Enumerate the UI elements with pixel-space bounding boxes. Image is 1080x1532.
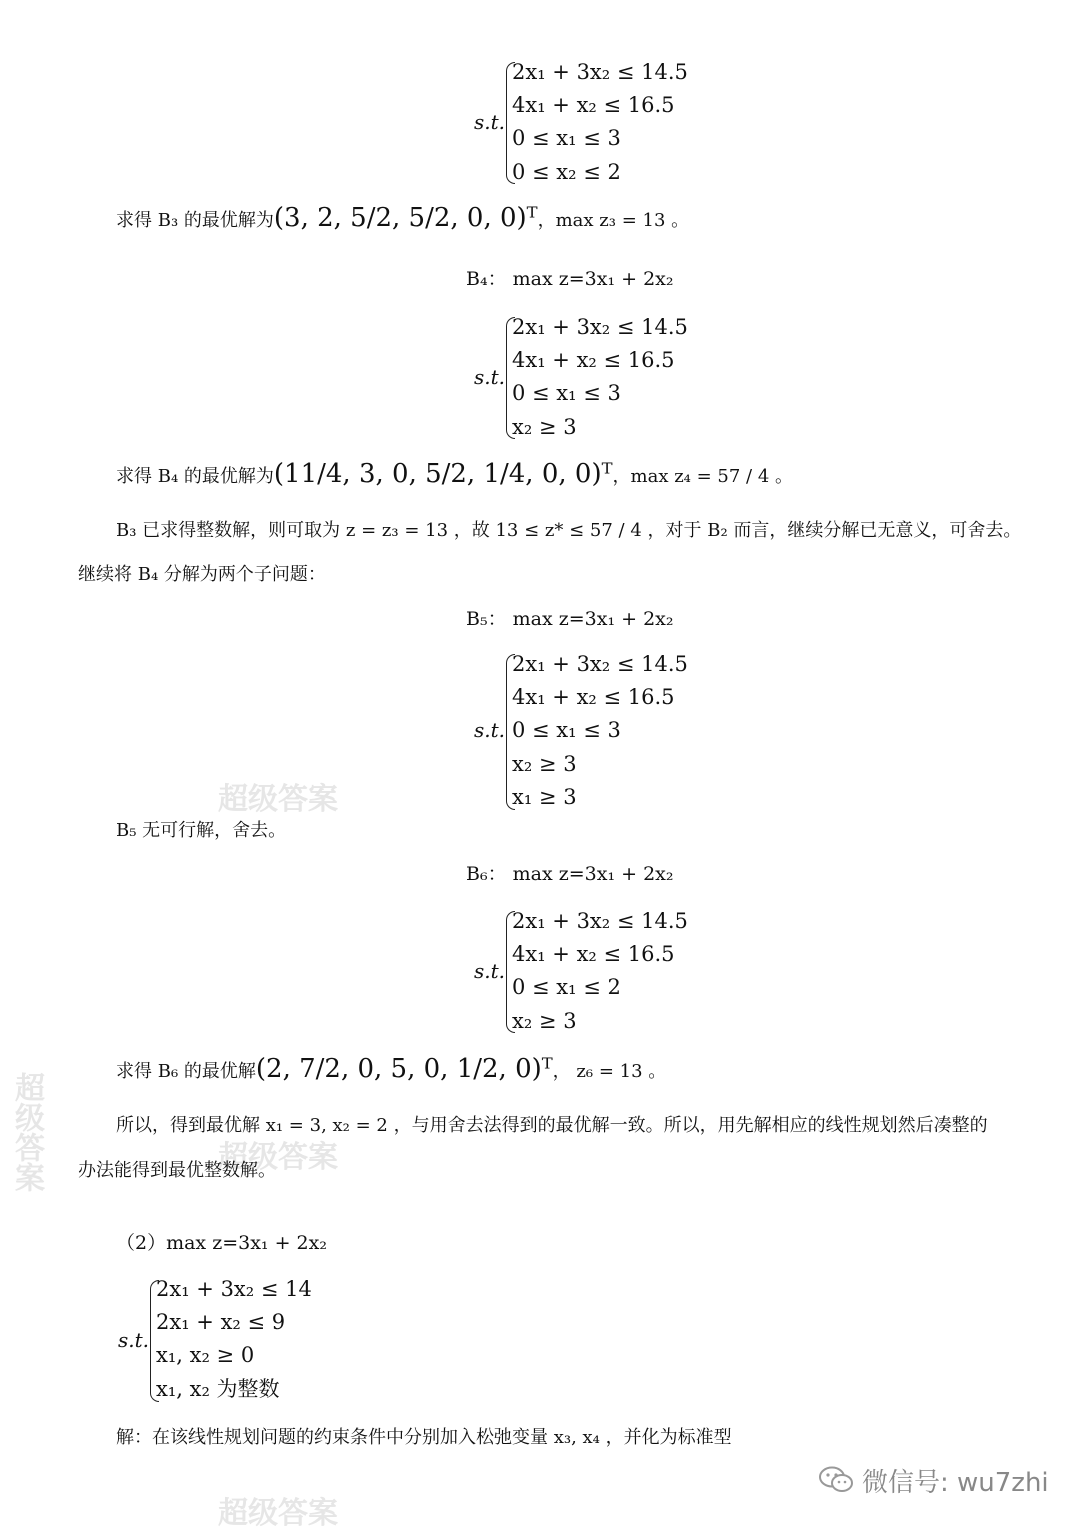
st-label: s.t. [474, 959, 506, 983]
b4-objective: B₄： max z=3x₁ + 2x₂ [466, 268, 674, 290]
paragraph-conclusion-line1: 所以，得到最优解 x₁ = 3, x₂ = 2 ，与用舍去法得到的最优解一致。所以，用先解相应的线性规划然后凑整的 [116, 1115, 988, 1136]
b4-result-pre: 求得 B₄ 的最优解为 [116, 466, 274, 487]
constraint-row: 2x₁ + 3x₂ ≤ 14.5 [512, 60, 688, 84]
part2-objective: （2）max z=3x₁ + 2x₂ [116, 1232, 327, 1254]
wechat-id-badge [818, 1462, 1049, 1502]
solution-intro-line: 解：在该线性规划问题的约束条件中分别加入松弛变量 x₃, x₄ ，并化为标准型 [116, 1427, 732, 1448]
watermark-2: 超级答案 [218, 1140, 338, 1175]
constraint-row: 0 ≤ x₂ ≤ 2 [512, 160, 621, 184]
constraint-row: x₁ ≥ 3 [512, 785, 577, 809]
wechat-id-text: 微信号: wu7zhi [862, 1468, 1049, 1498]
st-label: s.t. [474, 718, 506, 742]
constraint-row: 2x₁ + 3x₂ ≤ 14 [156, 1277, 312, 1301]
watermark-1: 超级答案 [218, 782, 338, 817]
constraint-row: 2x₁ + 3x₂ ≤ 14.5 [512, 652, 688, 676]
st-label: s.t. [474, 365, 506, 389]
constraint-row: x₂ ≥ 3 [512, 415, 577, 439]
constraint-row: 0 ≤ x₁ ≤ 3 [512, 126, 621, 150]
b4-result-line [116, 459, 793, 489]
constraint-row: 2x₁ + x₂ ≤ 9 [156, 1310, 286, 1334]
constraint-row: 4x₁ + x₂ ≤ 16.5 [512, 685, 675, 709]
b6-result-pre: 求得 B₆ 的最优解 [116, 1061, 256, 1082]
watermark-vertical: 超级答案 [9, 1072, 44, 1192]
paragraph-conclusion-line2: 办法能得到最优整数解。 [78, 1160, 276, 1181]
b6-solution-vector: (2, 7/2, 0, 5, 0, 1/2, 0)ᵀ [255, 1054, 553, 1084]
constraint-row: x₂ ≥ 3 [512, 752, 577, 776]
constraint-row: 2x₁ + 3x₂ ≤ 14.5 [512, 909, 688, 933]
paragraph-bound-line1: B₃ 已求得整数解，则可取为 z = z₃ = 13 ，故 13 ≤ z* ≤ 57 / 4 ，对于 B₂ 而言，继续分解已无意义，可舍去。 [116, 520, 1022, 541]
b4-result-post: ，max z₄ = 57 / 4 。 [612, 466, 793, 487]
paragraph-bound-line2: 继续将 B₄ 分解为两个子问题： [78, 564, 326, 585]
constraint-row: 0 ≤ x₁ ≤ 3 [512, 381, 621, 405]
constraint-row: 4x₁ + x₂ ≤ 16.5 [512, 93, 675, 117]
constraint-row: 4x₁ + x₂ ≤ 16.5 [512, 348, 675, 372]
b3-result-post: ，max z₃ = 13 。 [537, 210, 690, 231]
constraint-row: 4x₁ + x₂ ≤ 16.5 [512, 942, 675, 966]
wechat-icon [818, 1465, 856, 1502]
st-label: s.t. [474, 110, 506, 134]
b6-objective: B₆： max z=3x₁ + 2x₂ [466, 863, 674, 885]
constraint-row: 2x₁ + 3x₂ ≤ 14.5 [512, 315, 688, 339]
watermark-3: 超级答案 [218, 1496, 338, 1531]
constraint-row: 0 ≤ x₁ ≤ 2 [512, 975, 621, 999]
constraint-row: x₁, x₂ 为整数 [156, 1377, 280, 1401]
b3-solution-vector: (3, 2, 5/2, 5/2, 0, 0)ᵀ [273, 203, 538, 233]
b6-result-post: ， z₆ = 13 。 [552, 1061, 667, 1082]
b5-note: B₅ 无可行解，舍去。 [116, 820, 287, 841]
b6-result-line [116, 1054, 667, 1084]
b5-objective: B₅： max z=3x₁ + 2x₂ [466, 608, 674, 630]
constraint-row: x₂ ≥ 3 [512, 1009, 577, 1033]
b4-solution-vector: (11/4, 3, 0, 5/2, 1/4, 0, 0)ᵀ [273, 459, 613, 489]
b3-result-pre: 求得 B₃ 的最优解为 [116, 210, 274, 231]
b3-result-line [116, 203, 690, 233]
constraint-row: 0 ≤ x₁ ≤ 3 [512, 718, 621, 742]
constraint-row: x₁, x₂ ≥ 0 [156, 1343, 255, 1367]
st-label: s.t. [118, 1328, 150, 1352]
